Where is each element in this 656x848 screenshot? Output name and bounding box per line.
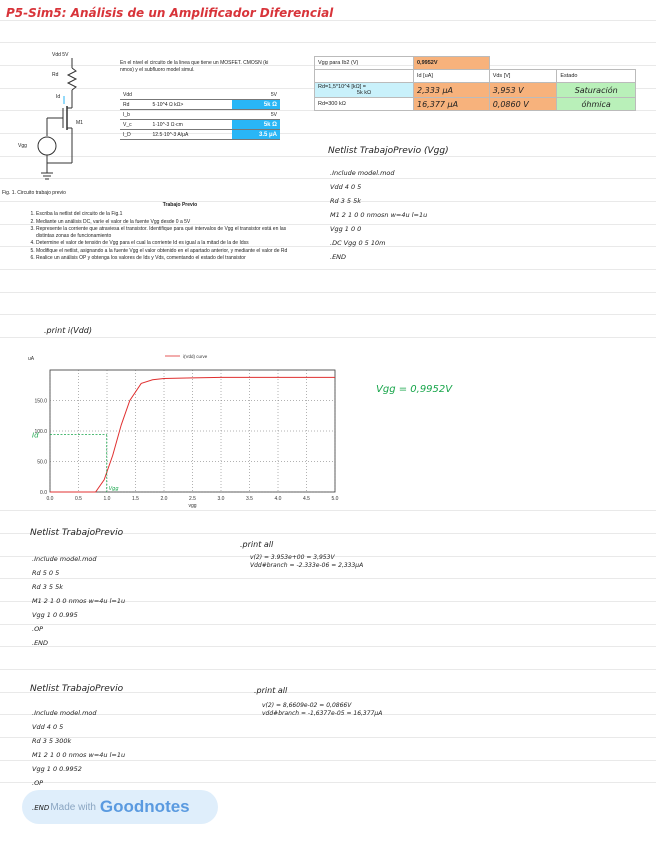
m1-label: M1 bbox=[76, 120, 83, 126]
code-line: Rd 3 5 5k bbox=[330, 197, 362, 205]
table-cell: 12.5·10^-3 A/μA bbox=[150, 130, 233, 140]
list-item: 5. Modifique el netlist, asignando a la fuente Vgg el valor obtenido en el apartado anterior, y mediante el valor de Rd bbox=[36, 248, 294, 255]
output-line: v(2) = 8,6609e-02 = 0,0866V bbox=[262, 702, 352, 709]
x-tick-label: 4.0 bbox=[274, 496, 282, 502]
figure-caption: Fig. 1. Circuito trabajo previo bbox=[2, 190, 66, 196]
table-cell: 5k kΩ bbox=[356, 90, 372, 96]
x-tick-label: 3.5 bbox=[246, 496, 253, 502]
table-row bbox=[120, 120, 280, 130]
code-line: Vgg 1 0 0.9952 bbox=[32, 765, 82, 773]
print-all-lines-2 bbox=[262, 702, 382, 718]
netlist-prev2-end: .END bbox=[32, 804, 50, 812]
code-line: Vdd 4 0 5 bbox=[32, 723, 64, 731]
id-label: Id bbox=[56, 94, 61, 100]
vgg-note: Vgg = 0,9952V bbox=[376, 384, 453, 395]
table-cell: óhmica bbox=[557, 98, 636, 111]
table-row bbox=[315, 70, 636, 83]
print-all-label: .print all bbox=[240, 540, 274, 549]
code-line: Rd 5 0 5 bbox=[32, 569, 60, 577]
print-label: .print i(Vdd) bbox=[44, 326, 92, 335]
netlist-prev-title: Netlist TrabajoPrevio bbox=[30, 528, 124, 538]
vgg-label: Vgg bbox=[18, 143, 27, 149]
params-head-1: 5V bbox=[232, 90, 280, 100]
procedure-title: Trabajo Previo bbox=[162, 202, 198, 208]
code-line: Rd 3 5 300k bbox=[32, 737, 72, 745]
y-tick-label: 0.0 bbox=[40, 490, 47, 496]
table-cell: Rd=300 kΩ bbox=[315, 98, 414, 111]
x-axis-label: vgg bbox=[188, 503, 197, 509]
code-line: M1 2 1 0 0 nmos w=4u l=1u bbox=[32, 597, 126, 605]
y-tick-label: 150.0 bbox=[34, 398, 47, 405]
watermark-brand: Goodnotes bbox=[99, 797, 190, 816]
netlist-prev2-title: Netlist TrabajoPrevio bbox=[30, 684, 124, 694]
table-cell: I_b bbox=[120, 110, 150, 120]
x-tick-label: 0.0 bbox=[46, 496, 54, 502]
vgg-value-cell: 0,9952V bbox=[414, 57, 490, 70]
watermark-made-with: Made with bbox=[50, 801, 96, 813]
netlist-vgg-title: Netlist TrabajoPrevio (Vgg) bbox=[328, 146, 449, 156]
y-tick-label: 100.0 bbox=[34, 429, 47, 435]
code-line: .DC Vgg 0 5 10m bbox=[330, 239, 386, 247]
code-line: .Include model.mod bbox=[32, 709, 97, 717]
table-row bbox=[315, 57, 636, 70]
table-cell-value: 5k Ω bbox=[232, 100, 280, 110]
annotation-id-label: Id bbox=[32, 431, 39, 440]
x-tick-label: 4.5 bbox=[303, 496, 310, 502]
table-cell: Rd=1,5*10^4 [kΩ] = bbox=[318, 84, 366, 90]
params-head-0: Vdd bbox=[120, 90, 150, 100]
netlist-vgg-lines bbox=[330, 166, 427, 264]
x-tick-label: 5.0 bbox=[331, 496, 339, 502]
x-tick-label: 3.0 bbox=[217, 496, 225, 502]
vgg-label-cell: Vgg para Ib2 (V) bbox=[315, 57, 414, 70]
code-line: Vgg 1 0 0.995 bbox=[32, 611, 78, 619]
code-line: Vgg 1 0 0 bbox=[330, 225, 362, 233]
table-cell: I_D bbox=[120, 130, 150, 140]
table-header: Estado bbox=[557, 70, 636, 83]
code-line: .Include model.mod bbox=[32, 555, 97, 563]
procedure-list bbox=[22, 211, 294, 263]
x-tick-label: 0.5 bbox=[75, 496, 82, 502]
table-cell: 0,0860 V bbox=[489, 98, 557, 111]
y-axis-label: uA bbox=[28, 356, 35, 362]
x-tick-label: 1.0 bbox=[103, 496, 111, 502]
legend-entry: i(Vdd) curve bbox=[183, 354, 208, 359]
table-cell: Rd bbox=[120, 100, 150, 110]
annotation-vgg-label: Vgg bbox=[108, 486, 119, 492]
results-table bbox=[314, 56, 636, 111]
output-line: v(2) = 3.953e+00 = 3,953V bbox=[250, 554, 335, 561]
list-item: 2. Mediante un análisis DC, varíe el valor de la fuente Vgg desde 0 a 5V bbox=[36, 219, 294, 226]
table-header bbox=[315, 70, 414, 83]
table-cell: 5·10^4 Ω kΩ> bbox=[150, 100, 233, 110]
code-line: .OP bbox=[32, 625, 44, 633]
params-table-head bbox=[120, 90, 280, 100]
table-row bbox=[120, 100, 280, 110]
table-header: Id [uA] bbox=[414, 70, 490, 83]
table-cell: 5V bbox=[232, 110, 280, 120]
code-line: .Include model.mod bbox=[330, 169, 395, 177]
output-line: vdd#branch = -1,6377e-05 = 16,377μA bbox=[262, 710, 383, 717]
table-cell: 16,377 μA bbox=[414, 98, 490, 111]
y-tick-label: 50.0 bbox=[37, 459, 47, 466]
list-item: 6. Realice un análisis OP y obtenga los valores de Ids y Vds, comentando el estado del transistor bbox=[36, 255, 294, 262]
netlist-prev-lines bbox=[32, 552, 125, 650]
x-tick-label: 2.0 bbox=[160, 496, 168, 502]
params-table bbox=[120, 90, 280, 140]
list-item: 4. Determine el valor de tensión de Vgg para el cual la corriente Id es igual a la mitad de la de Idss bbox=[36, 240, 294, 247]
code-line: M1 2 1 0 0 nmosn w=4u l=1u bbox=[330, 211, 428, 219]
table-cell-value: 5k Ω bbox=[232, 120, 280, 130]
table-cell: V_c bbox=[120, 120, 150, 130]
code-line: M1 2 1 0 0 nmos w=4u l=1u bbox=[32, 751, 126, 759]
list-item: 1. Escriba la netlist del circuito de la Fig.1 bbox=[36, 211, 294, 218]
table-cell: 2,333 μA bbox=[414, 83, 490, 98]
code-line: .END bbox=[330, 253, 347, 261]
table-row bbox=[315, 98, 636, 111]
table-cell: 1·10^-3 Ω·cm bbox=[150, 120, 233, 130]
x-tick-label: 2.5 bbox=[189, 496, 196, 502]
id-vgg-chart bbox=[20, 350, 340, 510]
page-title: P5-Sim5: Análisis de un Amplificador Diferencial bbox=[6, 6, 334, 20]
vdd-label: Vdd 5V bbox=[52, 52, 69, 58]
table-header: Vds [V] bbox=[489, 70, 557, 83]
table-row bbox=[120, 110, 280, 120]
table-cell-value: 3.5 μA bbox=[232, 130, 280, 140]
table-cell: 3,953 V bbox=[489, 83, 557, 98]
circuit-schematic bbox=[12, 48, 112, 198]
x-tick-label: 1.5 bbox=[132, 496, 139, 502]
code-line: Rd 3 5 5k bbox=[32, 583, 64, 591]
code-line: .END bbox=[32, 639, 49, 647]
table-cell bbox=[150, 110, 233, 120]
list-item: 3. Represente la corriente que atraviesa el transistor. Identifique para qué intervalos de Vgg el transistor está en las distintas zonas de funcionamiento bbox=[36, 226, 294, 239]
table-row bbox=[315, 83, 636, 98]
intro-text: En el nivel el circuito de la linea que tiene un MOSFET. CMOSN (ki nmos) y el subfluoro model simul. bbox=[120, 60, 269, 73]
netlist-prev2-lines bbox=[32, 706, 125, 790]
output-line: Vdd#branch = -2.333e-06 = 2,333μA bbox=[250, 562, 364, 569]
table-cell: Saturación bbox=[557, 83, 636, 98]
goodnotes-watermark[interactable] bbox=[22, 790, 218, 824]
rd-label: Rd bbox=[52, 72, 59, 78]
code-line: Vdd 4 0 5 bbox=[330, 183, 362, 191]
code-line: .OP bbox=[32, 779, 44, 787]
print-all-lines bbox=[250, 554, 363, 570]
print-all-label-2: .print all bbox=[254, 686, 288, 695]
table-row bbox=[120, 130, 280, 140]
